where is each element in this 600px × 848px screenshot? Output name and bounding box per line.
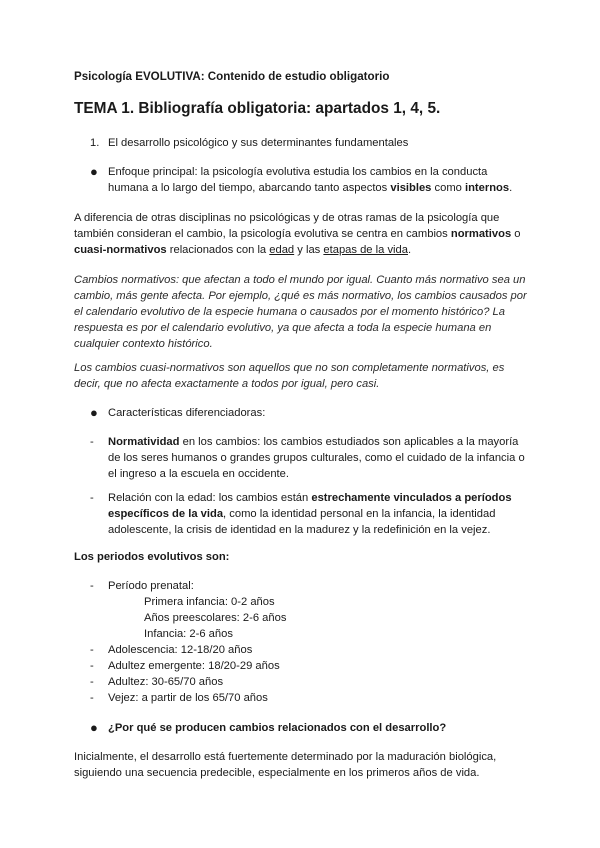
relacion-line-2: específicos de la vida, como la identidad personal en la infancia, la identidad bbox=[108, 508, 496, 520]
normatividad-line-1: Normatividad en los cambios: los cambios estudiados son aplicables a la mayoría bbox=[108, 436, 519, 448]
dash-marker: - bbox=[90, 436, 94, 448]
periodo-sub-item: Infancia: 2-6 años bbox=[144, 628, 233, 640]
italic1-line-2: cambio, más gente afecta. Por ejemplo, ¿qué es más normativo, los cambios causados por bbox=[74, 290, 527, 302]
periodo-item: Adolescencia: 12-18/20 años bbox=[108, 644, 253, 656]
document-title: Psicología EVOLUTIVA: Contenido de estudio obligatorio bbox=[74, 70, 390, 83]
tema-heading: TEMA 1. Bibliografía obligatoria: apartados 1, 4, 5. bbox=[74, 100, 441, 117]
periodo-prenatal: Período prenatal: bbox=[108, 580, 194, 592]
normatividad-line-2: de los seres humanos o grandes grupos culturales, como el cuidado de la infancia o bbox=[108, 452, 525, 464]
enfoque-line-2: humana a lo largo del tiempo, abarcando tanto aspectos visibles como internos. bbox=[108, 182, 513, 194]
numbered-item-number: 1. bbox=[90, 137, 100, 149]
dash-marker: - bbox=[90, 692, 94, 704]
periodo-item: Vejez: a partir de los 65/70 años bbox=[108, 692, 268, 704]
italic1-line-3: el calendario evolutivo de la especie humana o causados por el momento histórico? La bbox=[74, 306, 505, 318]
relacion-line-3: adolescente, la crisis de identidad en la madurez y la redefinición en la vejez. bbox=[108, 524, 491, 536]
periodo-item: Adultez emergente: 18/20-29 años bbox=[108, 660, 280, 672]
periodo-sub-item: Primera infancia: 0-2 años bbox=[144, 596, 275, 608]
periodo-sub-item: Años preescolares: 2-6 años bbox=[144, 612, 287, 624]
final-line-2: siguiendo una secuencia predecible, especialmente en los primeros años de vida. bbox=[74, 767, 480, 779]
italic1-line-5: cualquier contexto histórico. bbox=[74, 338, 213, 350]
final-line-1: Inicialmente, el desarrollo está fuertemente determinado por la maduración biológica, bbox=[74, 751, 497, 763]
dash-marker: - bbox=[90, 660, 94, 672]
bullet-icon: ● bbox=[90, 164, 98, 179]
para1-line-1: A diferencia de otras disciplinas no psicológicas y de otras ramas de la psicología que bbox=[74, 212, 500, 224]
dash-marker: - bbox=[90, 580, 94, 592]
bullet-icon: ● bbox=[90, 720, 98, 735]
dash-marker: - bbox=[90, 676, 94, 688]
dash-marker: - bbox=[90, 644, 94, 656]
numbered-item-text: El desarrollo psicológico y sus determinantes fundamentales bbox=[108, 137, 409, 149]
italic1-line-4: respuesta es por el calendario evolutivo, ya que afecta a toda la especie humana en bbox=[74, 322, 492, 334]
para1-line-2: también consideran el cambio, la psicología evolutiva se centra en cambios normativos o bbox=[74, 228, 521, 240]
periodos-heading: Los periodos evolutivos son: bbox=[74, 551, 230, 563]
pregunta-heading: ¿Por qué se producen cambios relacionados con el desarrollo? bbox=[108, 722, 447, 734]
bullet-icon: ● bbox=[90, 405, 98, 420]
italic1-line-1: Cambios normativos: que afectan a todo el mundo por igual. Cuanto más normativo sea un bbox=[74, 274, 526, 286]
para1-line-3: cuasi-normativos relacionados con la edad y las etapas de la vida. bbox=[74, 244, 412, 256]
italic2-line-2: decir, que no afecta exactamente a todos por igual, pero casi. bbox=[74, 378, 380, 390]
relacion-line-1: Relación con la edad: los cambios están estrechamente vinculados a períodos bbox=[108, 492, 512, 504]
normatividad-line-3: el ingreso a la escuela en occidente. bbox=[108, 468, 289, 480]
caracteristicas-label: Características diferenciadoras: bbox=[108, 407, 266, 419]
enfoque-line-1: Enfoque principal: la psicología evolutiva estudia los cambios en la conducta bbox=[108, 166, 488, 178]
dash-marker: - bbox=[90, 492, 94, 504]
periodo-item: Adultez: 30-65/70 años bbox=[108, 676, 224, 688]
italic2-line-1: Los cambios cuasi-normativos son aquellos que no son completamente normativos, es bbox=[74, 362, 505, 374]
